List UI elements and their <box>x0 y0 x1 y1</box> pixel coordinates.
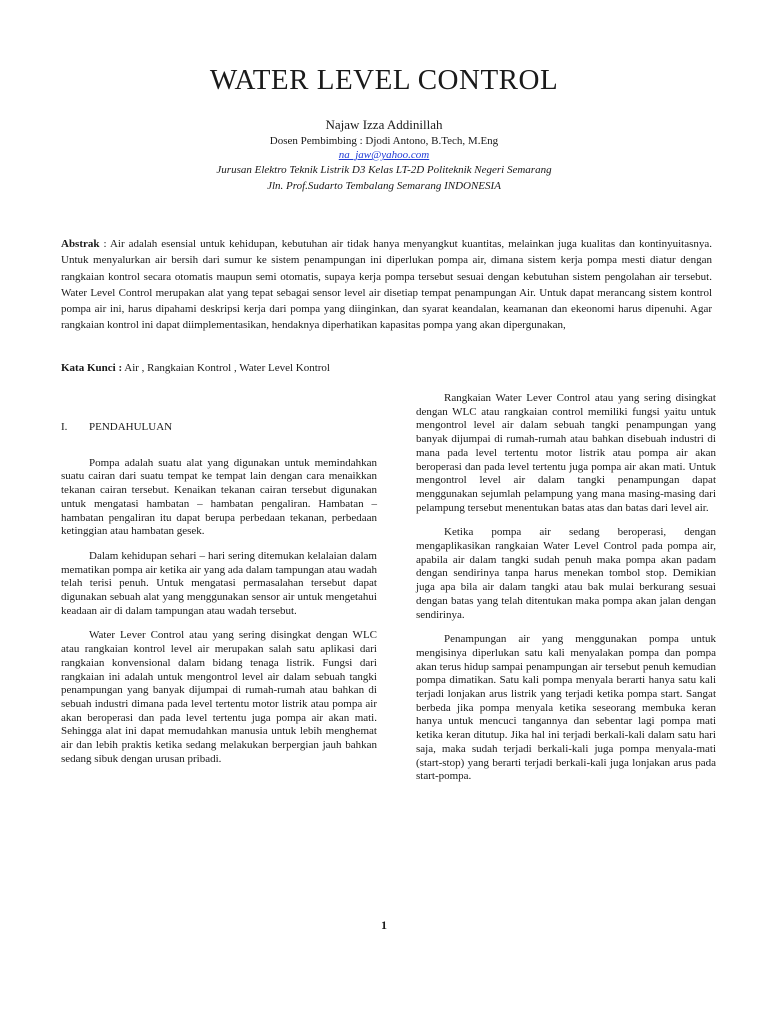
email-link[interactable]: na_jaw@yahoo.com <box>338 149 430 161</box>
right-column <box>416 392 716 795</box>
section-title: PENDAHULUAN <box>89 421 173 433</box>
section-heading <box>61 421 377 435</box>
keywords-line <box>61 362 330 374</box>
left-paragraph-2: Dalam kehidupan sehari – hari sering ditemukan kelalaian dalam mematikan pompa air ketika air yang ada dalam tampungan atau wadah telah terisi penuh. Untuk mengatasi permasalahan tersebut dapat digunakan sebuah alat yang menggunakan sensor air untuk mengetahui keadaan air di dalam tampungan atau wadah tersebut. <box>61 549 377 617</box>
paper-title: WATER LEVEL CONTROL <box>209 64 559 96</box>
affiliation-line: Jurusan Elektro Teknik Listrik D3 Kelas LT-2D Politeknik Negeri Semarang <box>216 164 552 176</box>
abstract-text: : Air adalah esensial untuk kehidupan, kebutuhan air tidak hanya menyangkut kuantitas, melainkan juga kualitas dan kontinyuitasnya. Untuk menyalurkan air bersih dari sumur ke sistem penampungan ini diperlukan pompa air, dimana sistem kerja pompa mesti diatur dengan rangkaian kontrol secara otomatis maupun semi otomatis, supaya kerja pompa tersebut sesuai dengan kebutuhan sistem pengolahan air tersebut. Water Level Control merupakan alat yang tepat sebagai sensor level air disetiap tempat penampungan Air. Untuk dapat merancang sistem kontrol pompa air ini, harus dipahami deskripsi kerja dari pompa yang diinginkan, dan syarat keandalan, keamanan dan ekeonomi harus dipenuhi. Agar rangkaian kontrol ini dapat diimplementasikan, hendaknya diperhatikan kapasitas pompa yang akan dipergunakan, <box>61 238 712 332</box>
section-number: I. <box>61 421 68 433</box>
right-paragraph-2: Ketika pompa air sedang beroperasi, dengan mengaplikasikan rangkaian Water Level Control pada pompa air, apabila air dalam tangki sudah penuh maka pompa akan padam dengan sendirinya tanpa harus menekan tombol stop. Demikian juga apa bila air dalam tangki atau bak mulai berkurang sesuai dengan batas yang telah ditentukan maka pompa akan jalan dengan sendirinya. <box>416 526 716 621</box>
abstract-paragraph <box>61 236 712 334</box>
keywords-label: Kata Kunci : <box>61 362 123 374</box>
page-number: 1 <box>381 918 387 932</box>
left-paragraph-1: Pompa adalah suatu alat yang digunakan untuk memindahkan suatu cairan dari suatu tempat ke tempat lain dengan cara menaikkan tekanan cairan tersebut. Kenaikan tekanan cairan tersebut digunakan untuk mengatasi hambatan – hambatan pengaliran. Hambatan – hambatan pengaliran itu dapat berupa perbedaan tekanan, perbedaan ketinggian atau hambatan gesek. <box>61 456 377 538</box>
abstract-label: Abstrak <box>61 238 100 250</box>
right-paragraph-3: Penampungan air yang menggunakan pompa untuk mengisinya diperlukan satu kali menyalakan pompa dan pompa akan terus hidup sampai penampungan air tersebut penuh kemudian pompa dimatikan. Satu kali pompa menyala berarti hanya satu kali terjadi lonjakan arus listrik yang terjadi ketika pompa start. Sangat berbeda jika pompa menyala ketika seseorang membuka keran hanya untuk mencuci tangannya dan sebentar lagi pompa mati ketika keran ditutup. Jika hal ini terjadi berkali-kali dalam satu hari saja, maka sudah terjadi berkali-kali juga pompa menyala-mati (start-stop) yang berarti terjadi berkali-kali juga lonjakan arus pada start-pompa. <box>416 633 716 783</box>
right-paragraph-1: Rangkaian Water Lever Control atau yang sering disingkat dengan WLC atau rangkaian control memiliki fungsi yaitu untuk mengontrol level air dalam sebuah tangki penampungan yang banyak dijumpai di rumah-rumah atau bahkan disebuah industri di mana pada level tertentu motor listrik atau pompa air akan beroperasi dan pada level tertentu juga pompa air akan mati. Untuk mengontrol level air dalam tangki penampungan dapat menggunakan sejumlah pelampung yang mana masing-masing dari pelampung tersebut menentukan batas atas dan batas dari level air. <box>416 392 716 514</box>
left-column <box>61 421 377 777</box>
keywords-text: Air , Rangkaian Kontrol , Water Level Kontrol <box>122 362 330 374</box>
supervisor-line: Dosen Pembimbing : Djodi Antono, B.Tech, M.Eng <box>269 135 499 147</box>
left-paragraph-3: Water Lever Control atau yang sering disingkat dengan WLC atau rangkaian kontrol level air merupakan salah satu aplikasi dari rangkaian konvensional dalam bidang tenaga listrik. Fungsi dari rangkaian ini adalah untuk mengontrol level air dalam sebuah tangki penampungan yang banyak dijumpai di rumah-rumah atau bahkan di sebuah industri dimana pada level tertentu motor listrik atau pompa air akan beroperasi dan pada level tertentu juga pompa air akan mati. Sehingga alat ini dapat memudahkan manusia untuk lebih menghemat air dan lebih praktis ketika sedang melakukan berpergian jauh bahkan sedang sibuk dengan urusan pribadi. <box>61 629 377 765</box>
address-line: Jln. Prof.Sudarto Tembalang Semarang INDONESIA <box>267 180 501 192</box>
author-name: Najaw Izza Addinillah <box>325 117 443 132</box>
